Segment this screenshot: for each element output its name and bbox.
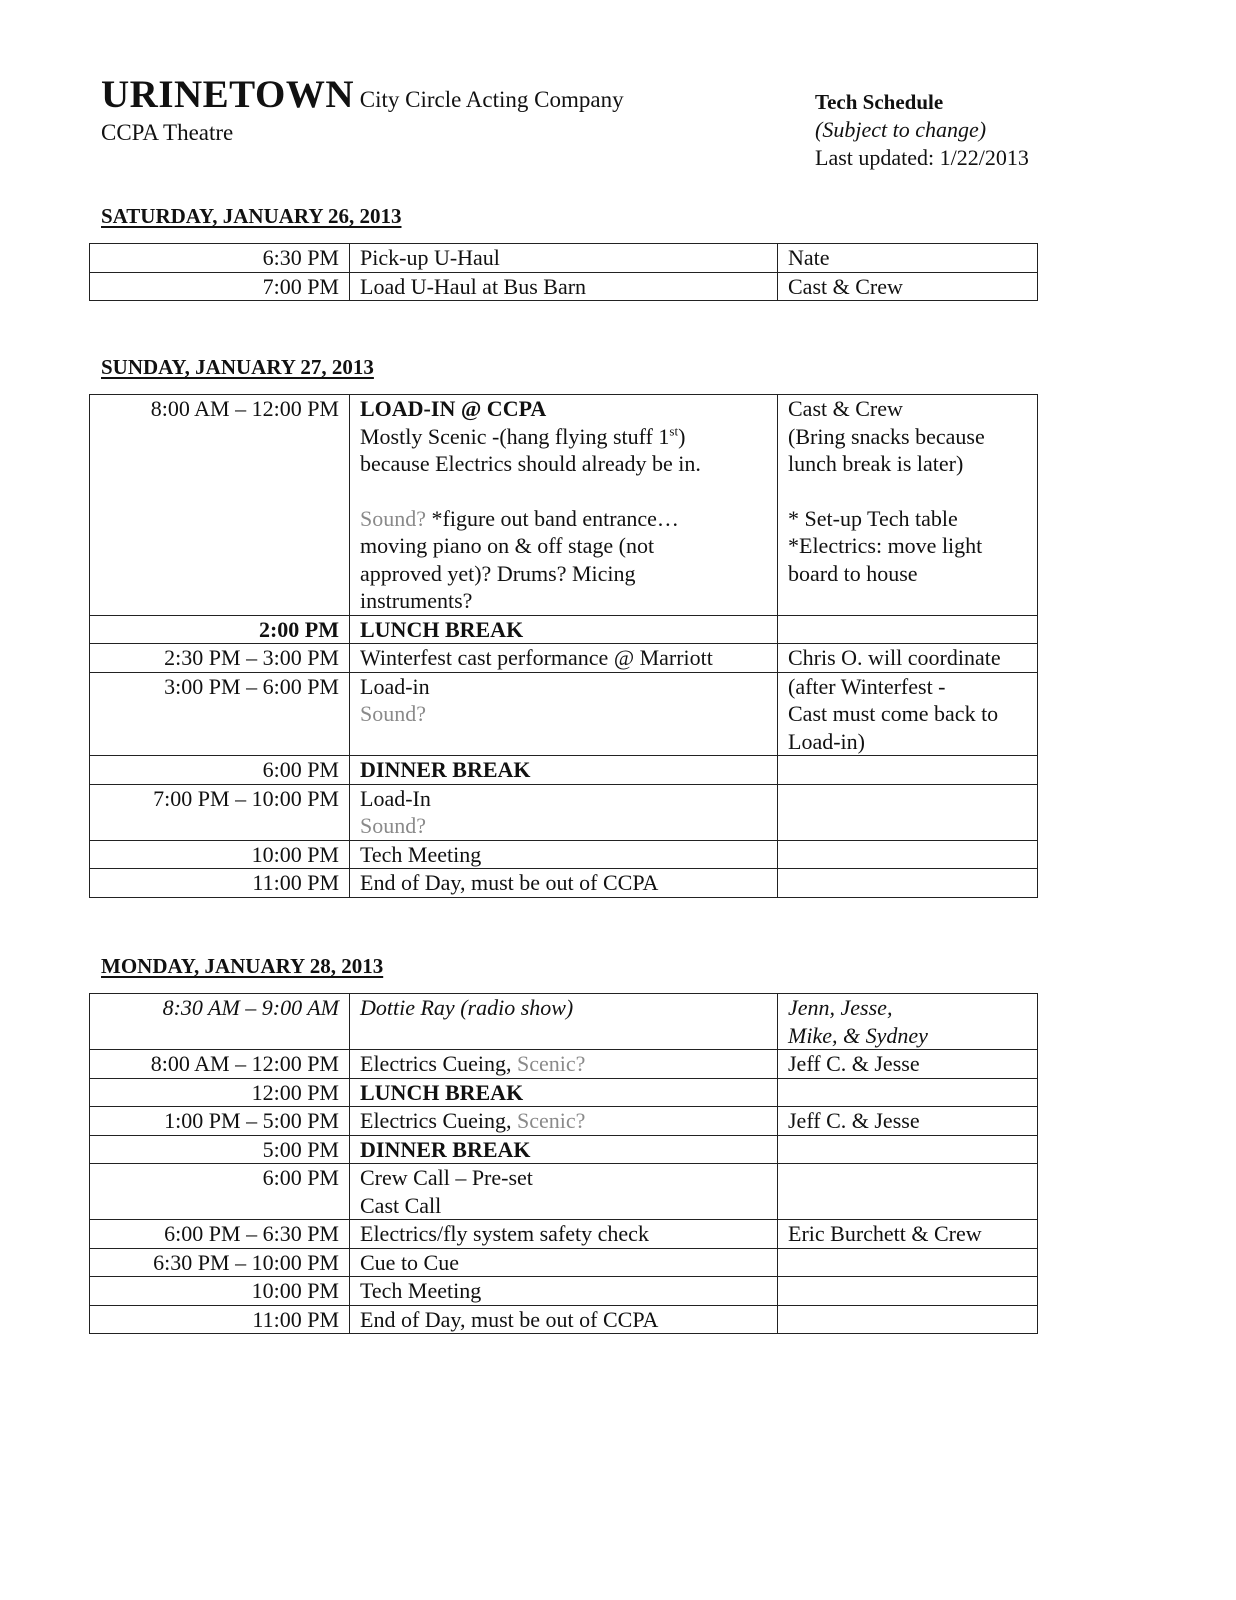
spacer (360, 478, 769, 505)
saturday-table (89, 243, 1038, 301)
table-row (90, 272, 1038, 301)
event-cell: DINNER BREAK (350, 1135, 778, 1164)
time-cell: 11:00 PM (90, 869, 350, 898)
event-cell: LUNCH BREAK (350, 615, 778, 644)
who-line: Mike, & Sydney (788, 1022, 928, 1048)
table-row (90, 644, 1038, 673)
event-text: Electrics Cueing, (360, 1051, 518, 1076)
time-cell: 6:00 PM (90, 1164, 350, 1220)
title-line (101, 74, 624, 121)
time-cell: 7:00 PM – 10:00 PM (90, 784, 350, 840)
scenic-note: Scenic? (517, 1051, 586, 1076)
sunday-heading: SUNDAY, JANUARY 27, 2013 (101, 355, 374, 379)
table-row (90, 1220, 1038, 1249)
superscript: st (669, 423, 679, 439)
event-cell (350, 1050, 778, 1079)
who-line: * Set-up Tech table (788, 505, 958, 531)
who-cell (778, 395, 1038, 616)
sound-note: Sound? (360, 505, 426, 531)
table-row (90, 869, 1038, 898)
event-title: LOAD-IN @ CCPA (360, 396, 547, 421)
event-line: approved yet)? Drums? Micing (360, 560, 636, 586)
table-row (90, 1107, 1038, 1136)
table-row (90, 395, 1038, 616)
time-cell: 12:00 PM (90, 1078, 350, 1107)
event-cell: Load U-Haul at Bus Barn (350, 272, 778, 301)
event-cell: Pick-up U-Haul (350, 244, 778, 273)
time-cell: 2:00 PM (90, 615, 350, 644)
event-cell: Winterfest cast performance @ Marriott (350, 644, 778, 673)
company-name: City Circle Acting Company (359, 87, 624, 112)
who-cell (778, 615, 1038, 644)
venue-name: CCPA Theatre (101, 120, 234, 145)
event-text: *figure out band entrance… (426, 505, 679, 531)
time-cell: 1:00 PM – 5:00 PM (90, 1107, 350, 1136)
event-cell: Dottie Ray (radio show) (350, 994, 778, 1050)
time-cell: 3:00 PM – 6:00 PM (90, 672, 350, 756)
sunday-table (89, 394, 1038, 898)
header-right (815, 88, 1029, 172)
event-line: Crew Call – Pre-set (360, 1165, 533, 1190)
event-line (360, 505, 769, 533)
who-cell: Cast & Crew (778, 272, 1038, 301)
who-cell (778, 672, 1038, 756)
table-row (90, 994, 1038, 1050)
event-cell (350, 1164, 778, 1220)
who-cell: Jeff C. & Jesse (778, 1107, 1038, 1136)
time-cell: 6:30 PM – 10:00 PM (90, 1248, 350, 1277)
time-cell: 5:00 PM (90, 1135, 350, 1164)
who-line: Jenn, Jesse, (788, 995, 893, 1020)
time-cell: 8:30 AM – 9:00 AM (90, 994, 350, 1050)
event-line: Load-In (360, 785, 431, 811)
sound-note: Sound? (360, 701, 426, 726)
time-cell: 10:00 PM (90, 840, 350, 869)
table-row (90, 756, 1038, 785)
table-row (90, 672, 1038, 756)
who-cell (778, 1164, 1038, 1220)
last-updated: Last updated: 1/22/2013 (815, 145, 1029, 170)
who-cell (778, 1277, 1038, 1306)
time-cell: 6:00 PM (90, 756, 350, 785)
table-row (90, 1248, 1038, 1277)
who-cell (778, 1305, 1038, 1334)
who-cell (778, 1135, 1038, 1164)
time-cell: 6:30 PM (90, 244, 350, 273)
event-cell (350, 1107, 778, 1136)
table-row (90, 615, 1038, 644)
table-row (90, 1050, 1038, 1079)
monday-heading: MONDAY, JANUARY 28, 2013 (101, 954, 384, 978)
event-cell (350, 784, 778, 840)
event-text: ) (678, 423, 686, 449)
who-cell: Nate (778, 244, 1038, 273)
who-line: Cast must come back to (788, 701, 999, 726)
event-cell: End of Day, must be out of CCPA (350, 1305, 778, 1334)
event-cell: End of Day, must be out of CCPA (350, 869, 778, 898)
table-row (90, 1305, 1038, 1334)
table-row (90, 840, 1038, 869)
event-line: instruments? (360, 588, 473, 613)
who-cell: Chris O. will coordinate (778, 644, 1038, 673)
who-line: lunch break is later) (788, 451, 964, 476)
event-cell: Cue to Cue (350, 1248, 778, 1277)
event-cell: Tech Meeting (350, 1277, 778, 1306)
who-cell: Jeff C. & Jesse (778, 1050, 1038, 1079)
who-cell (778, 994, 1038, 1050)
event-line (360, 423, 769, 451)
time-cell: 8:00 AM – 12:00 PM (90, 395, 350, 616)
who-cell (778, 1248, 1038, 1277)
sound-note: Sound? (360, 813, 426, 838)
event-text: Mostly Scenic -(hang flying stuff 1 (360, 423, 670, 449)
time-cell: 2:30 PM – 3:00 PM (90, 644, 350, 673)
who-line: Cast & Crew (788, 396, 903, 421)
who-line: (after Winterfest - (788, 673, 946, 699)
who-line: (Bring snacks because (788, 423, 985, 449)
scenic-note: Scenic? (517, 1108, 586, 1133)
event-text: Electrics Cueing, (360, 1108, 518, 1133)
table-row (90, 244, 1038, 273)
time-cell: 10:00 PM (90, 1277, 350, 1306)
event-line: moving piano on & off stage (not (360, 533, 655, 558)
event-cell (350, 672, 778, 756)
table-row (90, 784, 1038, 840)
event-cell: Electrics/fly system safety check (350, 1220, 778, 1249)
time-cell: 8:00 AM – 12:00 PM (90, 1050, 350, 1079)
who-cell: Eric Burchett & Crew (778, 1220, 1038, 1249)
event-line: Load-in (360, 673, 430, 699)
time-cell: 7:00 PM (90, 272, 350, 301)
table-row (90, 1135, 1038, 1164)
time-cell: 6:00 PM – 6:30 PM (90, 1220, 350, 1249)
event-cell: LUNCH BREAK (350, 1078, 778, 1107)
show-title: URINETOWN (101, 73, 354, 116)
saturday-heading: SATURDAY, JANUARY 26, 2013 (101, 204, 402, 228)
event-line: because Electrics should already be in. (360, 451, 701, 476)
event-cell: DINNER BREAK (350, 756, 778, 785)
who-line: board to house (788, 560, 918, 586)
who-cell (778, 1078, 1038, 1107)
monday-table (89, 993, 1038, 1334)
header-left (101, 74, 624, 147)
who-cell (778, 869, 1038, 898)
subject-to-change-note: (Subject to change) (815, 117, 987, 142)
event-cell: Tech Meeting (350, 840, 778, 869)
time-cell: 11:00 PM (90, 1305, 350, 1334)
spacer (788, 478, 1029, 505)
table-row (90, 1277, 1038, 1306)
table-row (90, 1078, 1038, 1107)
who-line: Load-in) (788, 728, 865, 754)
table-row (90, 1164, 1038, 1220)
who-line: *Electrics: move light (788, 533, 983, 558)
who-cell (778, 840, 1038, 869)
event-cell (350, 395, 778, 616)
who-cell (778, 756, 1038, 785)
document-type: Tech Schedule (815, 90, 944, 114)
who-cell (778, 784, 1038, 840)
event-line: Cast Call (360, 1192, 442, 1218)
